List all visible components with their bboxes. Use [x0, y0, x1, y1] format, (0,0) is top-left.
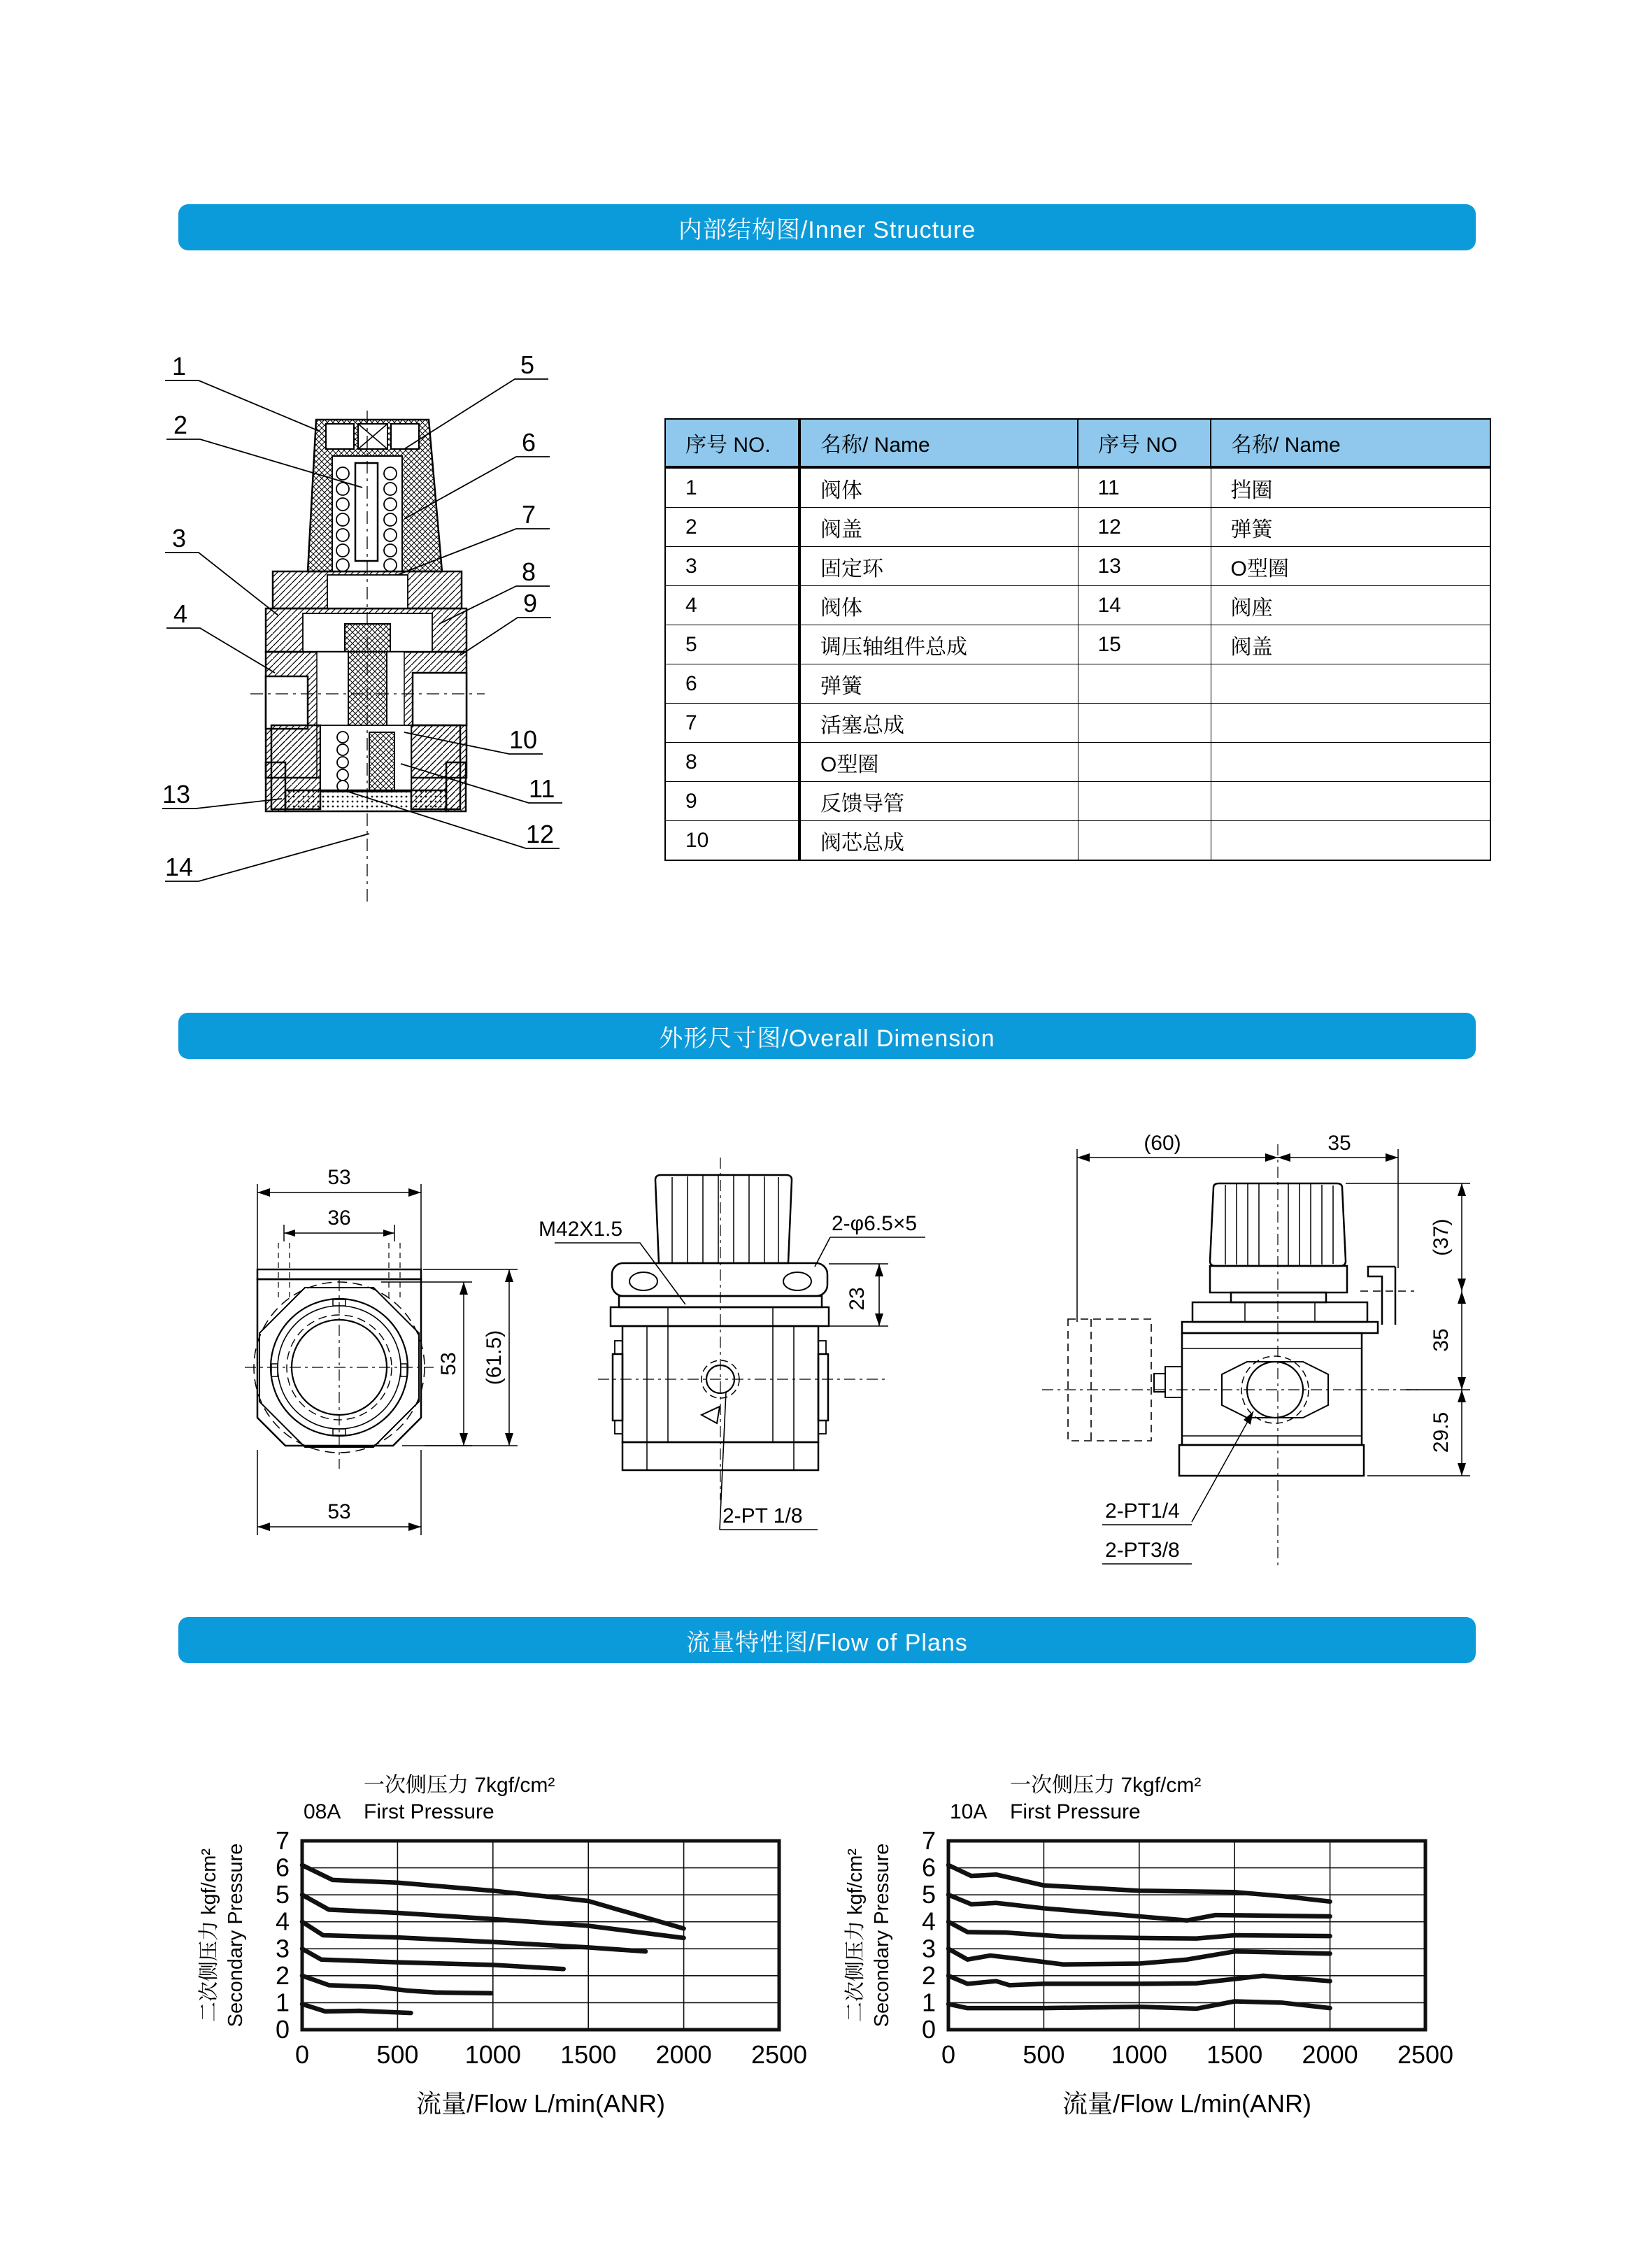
cell-no	[1078, 782, 1211, 821]
x-tick-label: 0	[941, 2040, 956, 2069]
x-tick-label: 0	[294, 2040, 310, 2069]
chart-title-en: First Pressure	[364, 1800, 494, 1823]
y-tick-label: 5	[275, 1880, 290, 1909]
callout-14: 14	[165, 853, 194, 881]
chart-model-label: 10A	[950, 1800, 988, 1823]
top-view-dim-labels	[327, 1166, 506, 1523]
x-tick-label: 2000	[1302, 2040, 1358, 2069]
cell-name: 活塞总成	[799, 704, 1078, 743]
pressure-curve-4	[302, 1949, 564, 1969]
cell-no	[1078, 821, 1211, 861]
x-tick-label: 1500	[1206, 2040, 1263, 2069]
piston-chamber	[266, 608, 467, 652]
side-view-details	[1154, 1183, 1362, 1436]
table-row	[665, 743, 1490, 782]
callout-2: 2	[173, 411, 188, 439]
table-row	[665, 664, 1490, 704]
col-header-name2: 名称/ Name	[1211, 419, 1490, 467]
thread-spec-label: M42X1.5	[539, 1218, 623, 1241]
cell-name: 阀体	[799, 467, 1078, 508]
front-view-body	[611, 1175, 829, 1470]
dim-height-bottom: 29.5	[1430, 1411, 1453, 1453]
section-header-overall-dimension	[178, 1013, 1476, 1059]
cell-name	[1211, 704, 1490, 743]
dimension-drawing-front-view	[535, 1137, 944, 1570]
dim-height-total: (61.5)	[483, 1330, 506, 1386]
chart-title-cn: 一次侧压力 7kgf/cm²	[364, 1774, 555, 1797]
y-tick-label: 1	[275, 1988, 290, 2017]
cell-name	[1211, 664, 1490, 704]
table-row	[665, 821, 1490, 861]
cell-no: 8	[665, 743, 799, 782]
y-tick-label: 3	[921, 1934, 936, 1963]
section-header-inner-structure	[178, 204, 1476, 250]
cell-no: 7	[665, 704, 799, 743]
callout-7: 7	[522, 500, 536, 529]
col-header-name1: 名称/ Name	[799, 419, 1078, 467]
callout-5: 5	[520, 350, 535, 379]
x-tick-label: 1000	[1111, 2040, 1167, 2069]
y-tick-label: 7	[921, 1826, 936, 1855]
dimension-drawing-top-view	[241, 1158, 528, 1549]
table-row	[665, 508, 1490, 547]
section-title: 外形尺寸图/Overall Dimension	[659, 1025, 995, 1052]
cell-name	[1211, 743, 1490, 782]
cell-no: 2	[665, 508, 799, 547]
parts-table-header-row	[665, 419, 1490, 467]
callout-1: 1	[172, 352, 187, 380]
table-row	[665, 782, 1490, 821]
top-view-centerlines	[245, 1280, 434, 1469]
dim-height-right: 53	[437, 1352, 460, 1376]
y-tick-label: 4	[921, 1907, 936, 1936]
chart-title-cn: 一次侧压力 7kgf/cm²	[1010, 1774, 1202, 1797]
valve-cross-section-diagram	[159, 344, 579, 939]
front-view-labels	[539, 1212, 917, 1528]
x-axis-title: 流量/Flow L/min(ANR)	[415, 2089, 666, 2118]
mount-holes-label: 2-φ6.5×5	[832, 1212, 918, 1235]
dim-width-bottom: 53	[327, 1500, 351, 1523]
y-tick-label: 0	[275, 2015, 290, 2044]
cell-no: 3	[665, 547, 799, 586]
y-axis-title-cn: 二次侧压力 kgf/cm²	[198, 1848, 220, 2023]
cell-name	[1211, 782, 1490, 821]
y-tick-label: 5	[921, 1880, 936, 1909]
y-tick-label: 6	[921, 1853, 936, 1882]
cell-no: 12	[1078, 508, 1211, 547]
dim-width-top: 53	[327, 1166, 351, 1189]
return-spring	[337, 732, 348, 792]
pressure-curve-5	[302, 1976, 491, 1993]
outlet-port	[413, 673, 467, 725]
pressure-curve-6	[302, 2004, 411, 2013]
cell-name: O型圈	[1211, 547, 1490, 586]
cell-name	[1211, 821, 1490, 861]
section-title: 内部结构图/Inner Structure	[678, 216, 976, 243]
cell-no: 9	[665, 782, 799, 821]
y-tick-label: 6	[275, 1853, 290, 1882]
cell-no	[1078, 664, 1211, 704]
y-tick-label: 4	[275, 1907, 290, 1936]
y-axis-title-en: Secondary Pressure	[871, 1843, 893, 2028]
cell-name: 阀体	[799, 586, 1078, 625]
section-title: 流量特性图/Flow of Plans	[686, 1629, 968, 1656]
cell-no: 14	[1078, 586, 1211, 625]
side-view-labels	[1105, 1132, 1453, 1562]
table-row	[665, 467, 1490, 508]
cell-name: 调压轴组件总成	[799, 625, 1078, 664]
callout-10: 10	[509, 725, 538, 754]
x-tick-label: 2000	[655, 2040, 712, 2069]
cell-name: 阀座	[1211, 586, 1490, 625]
inlet-port	[266, 676, 308, 729]
table-row	[665, 625, 1490, 664]
cell-name: 弹簧	[1211, 508, 1490, 547]
dim-width-left: (60)	[1144, 1132, 1181, 1155]
x-tick-label: 500	[1023, 2040, 1065, 2069]
regulating-spring	[336, 463, 397, 571]
cell-no: 11	[1078, 467, 1211, 508]
cell-no	[1078, 704, 1211, 743]
valve-core	[369, 732, 394, 792]
cell-name: 阀芯总成	[799, 821, 1078, 861]
port1-spec-label: 2-PT1/4	[1105, 1500, 1180, 1523]
flow-chart-10A	[814, 1763, 1458, 2140]
y-tick-label: 2	[921, 1960, 936, 1990]
section-header-flow	[178, 1617, 1476, 1663]
y-tick-label: 1	[921, 1988, 936, 2017]
y-tick-label: 3	[275, 1934, 290, 1963]
chart-title-en: First Pressure	[1010, 1800, 1141, 1823]
callout-9: 9	[523, 589, 538, 618]
cell-no: 10	[665, 821, 799, 861]
adjusting-screw	[355, 463, 378, 561]
x-tick-label: 2500	[750, 2040, 808, 2069]
cell-name: 弹簧	[799, 664, 1078, 704]
port-spec-label: 2-PT 1/8	[722, 1504, 803, 1528]
table-row	[665, 704, 1490, 743]
y-tick-label: 2	[275, 1960, 290, 1990]
top-view-dim-lines	[257, 1184, 518, 1535]
side-view-arrows	[1077, 1153, 1466, 1476]
callout-6: 6	[522, 428, 536, 457]
cell-name: 反馈导管	[799, 782, 1078, 821]
front-view-leaders	[555, 1237, 925, 1530]
x-tick-label: 1500	[560, 2040, 617, 2069]
dimension-drawing-side-view	[1042, 1118, 1476, 1607]
cell-name: O型圈	[799, 743, 1078, 782]
col-header-no2: 序号 NO	[1078, 419, 1211, 467]
y-tick-label: 7	[275, 1826, 290, 1855]
table-row	[665, 586, 1490, 625]
callout-4: 4	[173, 599, 188, 628]
side-view-body	[1179, 1183, 1395, 1476]
dim-width-inner: 36	[327, 1206, 351, 1230]
cell-no: 15	[1078, 625, 1211, 664]
cell-name: 阀盖	[1211, 625, 1490, 664]
table-row	[665, 547, 1490, 586]
parts-table	[664, 418, 1491, 861]
y-tick-label: 0	[921, 2015, 936, 2044]
dim-nut-height: 23	[846, 1287, 869, 1311]
cell-no: 13	[1078, 547, 1211, 586]
cell-name: 挡圈	[1211, 467, 1490, 508]
cell-name: 固定环	[799, 547, 1078, 586]
y-axis-title-en: Secondary Pressure	[225, 1843, 247, 2028]
flow-chart-08A	[168, 1763, 811, 2140]
cell-name: 阀盖	[799, 508, 1078, 547]
seat-gasket	[285, 790, 446, 811]
y-axis-title-cn: 二次侧压力 kgf/cm²	[844, 1848, 867, 2023]
dim-height-top: (37)	[1430, 1218, 1453, 1256]
cell-no: 1	[665, 467, 799, 508]
x-tick-label: 1000	[464, 2040, 521, 2069]
cell-no	[1078, 743, 1211, 782]
callout-11: 11	[529, 774, 555, 803]
dim-height-mid: 35	[1430, 1328, 1453, 1352]
x-tick-label: 2500	[1397, 2040, 1454, 2069]
chart-model-label: 08A	[304, 1800, 341, 1823]
callout-13: 13	[162, 780, 191, 809]
dim-width-right: 35	[1327, 1132, 1351, 1155]
col-header-no1: 序号 NO.	[665, 419, 799, 467]
cell-no: 6	[665, 664, 799, 704]
callout-12: 12	[526, 820, 555, 848]
x-tick-label: 500	[376, 2040, 419, 2069]
cell-no: 5	[665, 625, 799, 664]
callout-8: 8	[522, 557, 536, 586]
callout-3: 3	[172, 524, 187, 553]
x-axis-title: 流量/Flow L/min(ANR)	[1062, 2089, 1312, 2118]
cell-no: 4	[665, 586, 799, 625]
port2-spec-label: 2-PT3/8	[1105, 1539, 1180, 1562]
